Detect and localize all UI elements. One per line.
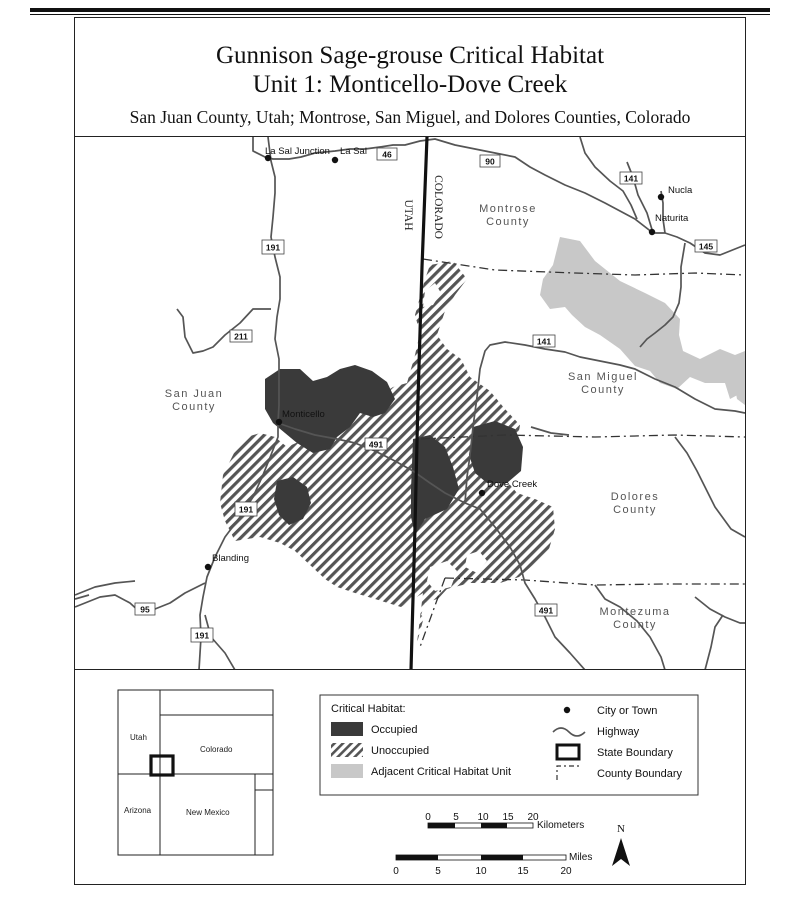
county-label-montezuma-2: County [613, 619, 657, 631]
svg-text:90: 90 [485, 156, 495, 167]
scale-mi-15: 15 [517, 866, 529, 877]
state-label-utah: UTAH [402, 199, 414, 231]
legend-adjacent-swatch [331, 764, 363, 778]
scale-mi-0: 0 [393, 866, 399, 877]
north-arrow [612, 823, 630, 866]
svg-text:141: 141 [623, 173, 639, 184]
scale-km-label: Kilometers [537, 820, 585, 831]
county-label-san-miguel-2: County [581, 384, 625, 396]
county-label-montrose-2: County [486, 216, 530, 228]
scale-mi-label: Miles [569, 852, 593, 863]
town-label-naturita: Naturita [655, 213, 689, 224]
svg-text:191: 191 [194, 630, 210, 641]
town-label-dove-creek: Dove Creek [487, 479, 538, 490]
town-label-nucla: Nucla [668, 185, 693, 196]
svg-text:491: 491 [538, 605, 554, 616]
scale-km [425, 812, 584, 831]
header-rule-thin [30, 14, 770, 15]
scale-mi-20: 20 [560, 866, 572, 877]
county-label-san-juan-1: San Juan [164, 388, 224, 400]
legend-occupied-swatch [331, 722, 363, 736]
inset-label-new-mexico: New Mexico [186, 808, 230, 817]
scale-km-20: 20 [527, 812, 539, 823]
shield-191-middle [235, 502, 257, 516]
shield-191-south [191, 628, 213, 642]
town-label-monticello: Monticello [282, 409, 325, 420]
scale-mi-5: 5 [435, 866, 441, 877]
legend-adjacent-label: Adjacent Critical Habitat Unit [371, 766, 512, 778]
shield-90 [480, 155, 500, 167]
scale-mi-10: 10 [475, 866, 487, 877]
svg-text:191: 191 [265, 242, 281, 253]
county-label-dolores-1: Dolores [610, 491, 660, 503]
svg-text:46: 46 [382, 149, 392, 160]
shield-145 [695, 240, 717, 252]
legend-city-label: City or Town [597, 705, 658, 717]
title-block [75, 18, 745, 137]
shield-46 [377, 148, 397, 160]
town-dot-la-sal [332, 157, 338, 163]
inset-label-arizona: Arizona [124, 806, 152, 815]
shield-491-north [365, 438, 387, 450]
town-label-blanding: Blanding [212, 553, 249, 564]
svg-text:141: 141 [536, 336, 552, 347]
legend-and-inset [75, 670, 745, 884]
shield-95 [135, 603, 155, 615]
county-label-san-juan-2: County [172, 401, 216, 413]
county-label-montezuma-1: Montezuma [599, 606, 671, 618]
svg-text:95: 95 [140, 604, 150, 615]
map-title-line2: Unit 1: Monticello-Dove Creek [252, 71, 568, 98]
main-map [75, 137, 745, 670]
town-label-la-sal-junction: La Sal Junction [265, 146, 330, 157]
scale-miles [393, 852, 592, 877]
legend-city-symbol [564, 707, 570, 713]
svg-text:491: 491 [368, 439, 384, 450]
map-frame [74, 17, 746, 885]
inset-label-utah: Utah [130, 733, 147, 742]
legend-unoccupied-label: Unoccupied [371, 745, 430, 757]
map-panel[interactable] [75, 137, 745, 670]
svg-text:191: 191 [238, 504, 254, 515]
shield-191-north [262, 240, 284, 254]
scale-km-0: 0 [425, 812, 431, 823]
shield-211 [230, 330, 252, 342]
svg-text:211: 211 [234, 331, 248, 342]
state-label-colorado: COLORADO [432, 175, 444, 239]
header-rule-thick [30, 8, 770, 12]
county-label-montrose-1: Montrose [479, 203, 537, 215]
county-label-dolores-2: County [613, 504, 657, 516]
legend-unoccupied-swatch [331, 743, 363, 757]
county-label-san-miguel-1: San Miguel [567, 371, 639, 383]
scale-km-5: 5 [453, 812, 459, 823]
legend-area [75, 670, 745, 884]
town-dot-nucla [658, 194, 664, 200]
occupied-habitat-east [469, 421, 523, 483]
inset-labels [124, 733, 233, 817]
legend-county-boundary-label: County Boundary [597, 768, 682, 780]
inset-locator-map [118, 690, 273, 855]
shield-491-south [535, 604, 557, 616]
town-dot-naturita [649, 229, 655, 235]
legend-heading: Critical Habitat: [331, 703, 406, 715]
scale-km-15: 15 [502, 812, 514, 823]
svg-text:145: 145 [698, 241, 714, 252]
town-label-la-sal: La Sal [340, 146, 367, 157]
legend-state-boundary-label: State Boundary [597, 747, 673, 759]
legend-highway-label: Highway [597, 726, 640, 738]
north-arrow-icon [612, 838, 630, 866]
map-title-line1: Gunnison Sage-grouse Critical Habitat [215, 42, 605, 69]
north-label: N [617, 823, 625, 835]
town-dot-blanding [205, 564, 211, 570]
legend-occupied-label: Occupied [371, 724, 418, 736]
shield-141-south [533, 335, 555, 347]
town-dot-dove-creek [479, 490, 485, 496]
scale-km-10: 10 [477, 812, 489, 823]
shield-141-north [620, 172, 642, 184]
inset-label-colorado: Colorado [200, 745, 233, 754]
map-subtitle: San Juan County, Utah; Montrose, San Miguel, and Dolores Counties, Colorado [129, 107, 691, 127]
inset-unit-location-box [151, 756, 173, 775]
